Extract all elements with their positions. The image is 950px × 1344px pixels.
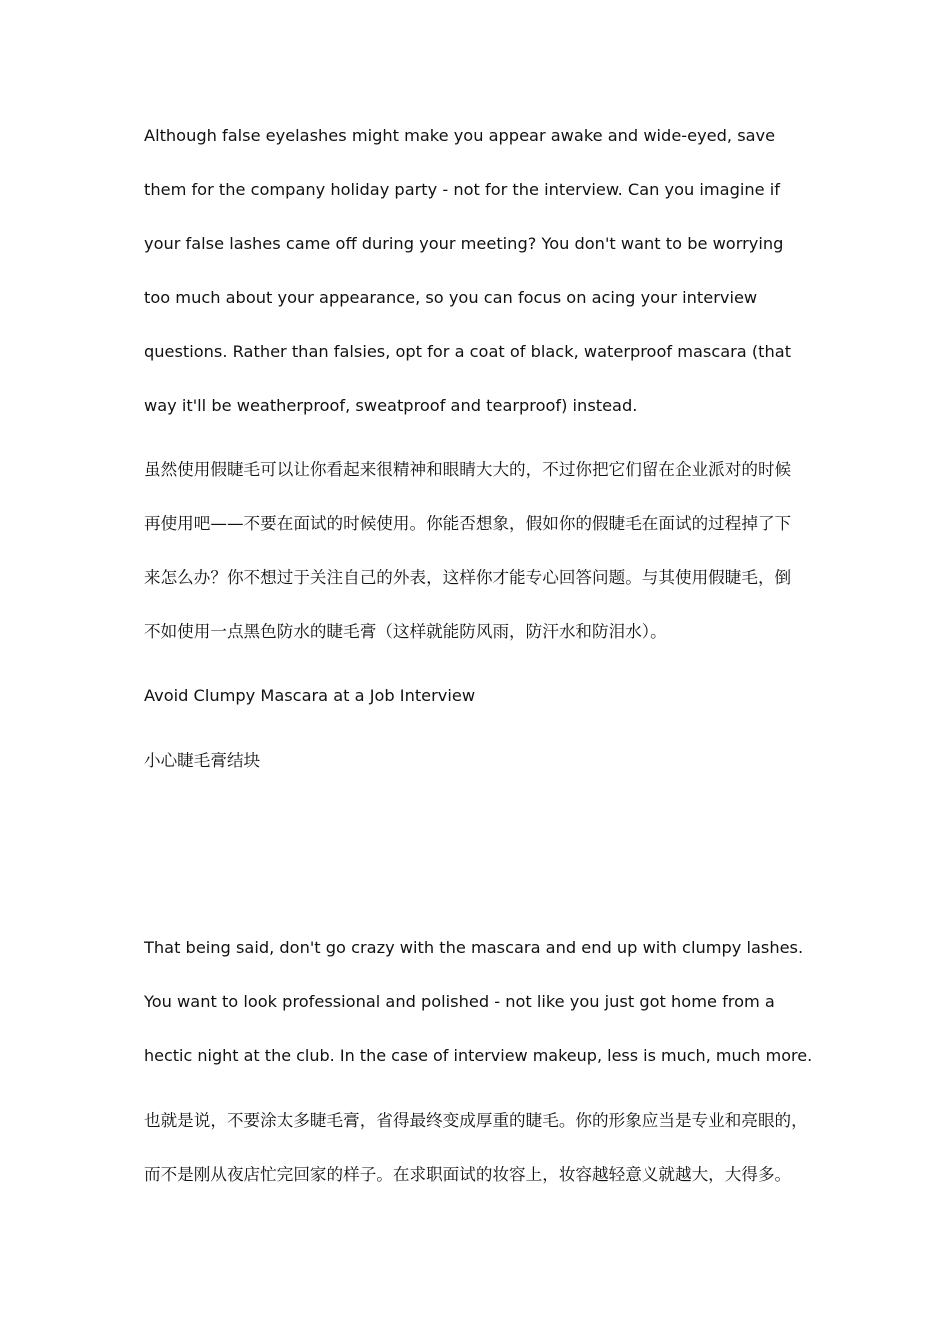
- heading-text: Avoid Clumpy Mascara at a Job Interview: [144, 686, 476, 705]
- heading-text: 小心睫毛膏结块: [144, 751, 261, 770]
- text-line: You want to look professional and polished - not like you just got home from a: [144, 992, 775, 1011]
- text-line: way it'll be weatherproof, sweatproof and tearproof) instead.: [144, 396, 638, 415]
- text-line: 不如使用一点黑色防水的睫毛膏（这样就能防风雨，防汗水和防泪水）。: [144, 622, 667, 641]
- text-line: questions. Rather than falsies, opt for a coat of black, waterproof mascara (that: [144, 342, 792, 361]
- text-line: 来怎么办？你不想过于关注自己的外表，这样你才能专心回答问题。与其使用假睫毛，倒: [144, 568, 792, 587]
- text-line: Although false eyelashes might make you appear awake and wide-eyed, save: [144, 126, 776, 145]
- text-line: 再使用吧——不要在面试的时候使用。你能否想象，假如你的假睫毛在面试的过程掉了下: [144, 514, 792, 533]
- text-line: That being said, don't go crazy with the mascara and end up with clumpy lashes.: [144, 938, 804, 957]
- text-line: your false lashes came off during your meeting? You don't want to be worrying: [144, 234, 784, 253]
- text-line: hectic night at the club. In the case of interview makeup, less is much, much more.: [144, 1046, 813, 1065]
- text-line: 虽然使用假睫毛可以让你看起来很精神和眼睛大大的，不过你把它们留在企业派对的时候: [144, 460, 792, 479]
- text-line: them for the company holiday party - not for the interview. Can you imagine if: [144, 180, 780, 199]
- text-line: too much about your appearance, so you can focus on acing your interview: [144, 288, 758, 307]
- text-line: 也就是说，不要涂太多睫毛膏，省得最终变成厚重的睫毛。你的形象应当是专业和亮眼的，: [144, 1111, 808, 1130]
- text-line: 而不是刚从夜店忙完回家的样子。在求职面试的妆容上，妆容越轻意义就越大，大得多。: [144, 1165, 792, 1184]
